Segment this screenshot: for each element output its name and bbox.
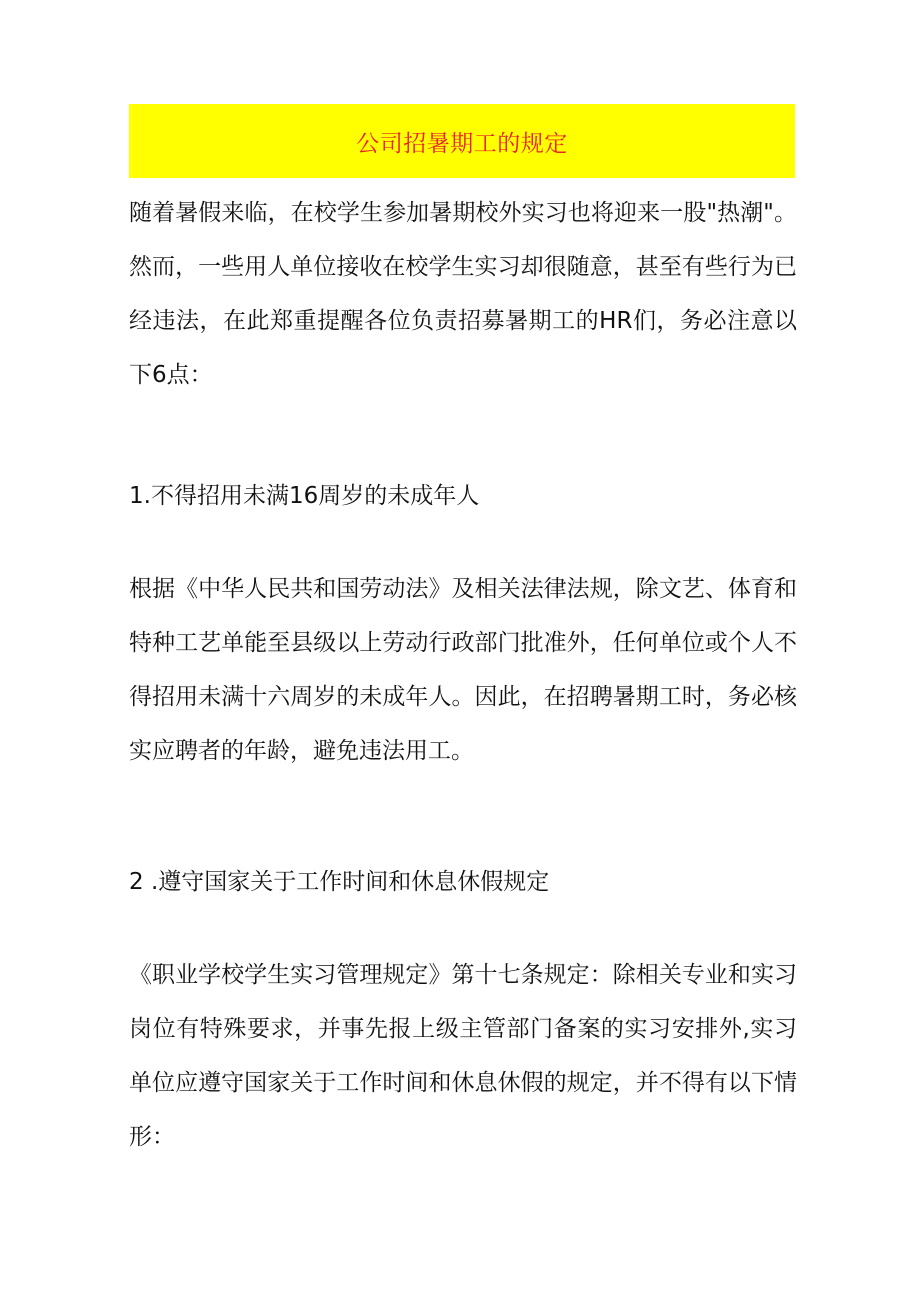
- section-body-2: 《职业学校学生实习管理规定》第十七条规定：除相关专业和实习岗位有特殊要求，并事先报上级主管部门备案的实习安排外,实习单位应遵守国家关于工作时间和休息休假的规定，并不得有以下情形：: [129, 962, 797, 1150]
- section-body-1: 根据《中华人民共和国劳动法》及相关法律法规，除文艺、体育和特种工艺单能至县级以上劳动行政部门批准外，任何单位或个人不得招用未满十六周岁的未成年人。因此，在招聘暑期工时，务必核实应聘者的年龄，避免违法用工。: [129, 576, 797, 764]
- intro-paragraph: 随着暑假来临，在校学生参加暑期校外实习也将迎来一股"热潮"。然而，一些用人单位接收在校学生实习却很随意，甚至有些行为已经违法，在此郑重提醒各位负责招募暑期工的HR们，务必注意以下6点：: [129, 200, 797, 388]
- section-heading-2: 2 .遵守国家关于工作时间和休息休假规定: [129, 869, 550, 895]
- title-banner: [129, 104, 795, 178]
- document-title: 公司招暑期工的规定: [356, 130, 568, 157]
- section-heading-1: 1.不得招用未满16周岁的未成年人: [129, 483, 480, 509]
